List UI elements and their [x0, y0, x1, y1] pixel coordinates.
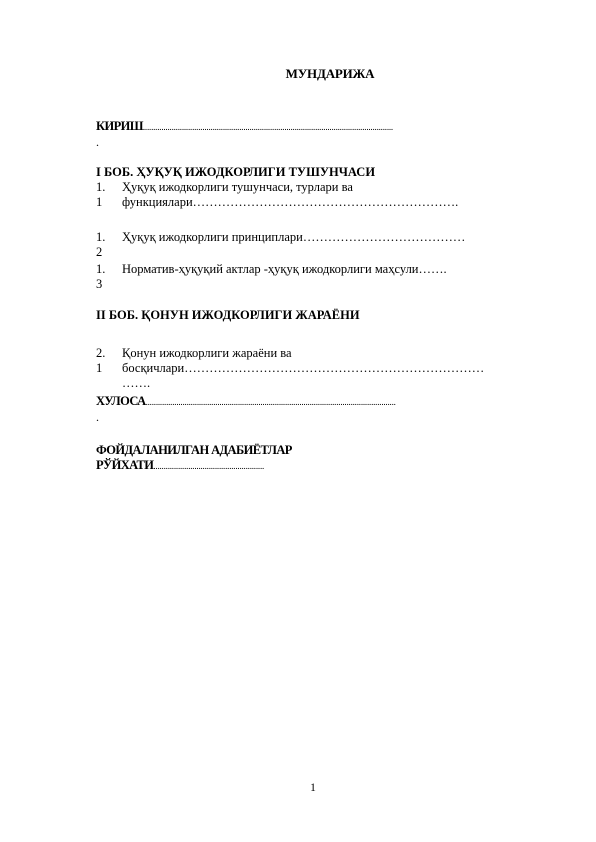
section-title-text: Ҳуқуқ ижодкорлиги тушунчаси, турлари ва функциялари……………………………………………………….: [122, 180, 459, 209]
leader-dots: ..........................................................................................................................: [145, 397, 396, 407]
section-number: [96, 346, 116, 376]
toc-subentry-1-1: [96, 180, 496, 225]
section-number: [96, 230, 116, 260]
section-number: [96, 262, 116, 292]
toc-subentry-1-2: [96, 230, 496, 260]
section-number-line2: 2: [96, 245, 103, 259]
toc-entry-label: КИРИШ: [96, 119, 143, 133]
page-title: МУНДАРИЖА: [285, 66, 375, 81]
section-title: [122, 180, 490, 210]
leader-dots: ..........................................................................................................................: [142, 122, 393, 132]
toc-entry-intro: [96, 119, 491, 149]
section-number-line1: 2.: [96, 346, 106, 360]
section-number-line2: 1: [96, 361, 103, 375]
chapter-heading-1: I БОБ. ҲУҚУҚ ИЖОДКОРЛИГИ ТУШУНЧАСИ: [96, 165, 376, 179]
leader-dots: ......................................................: [153, 461, 265, 471]
section-title: Норматив-ҳуқуқий актлар -ҳуқуқ ижодкорлиги маҳсули…….: [122, 262, 447, 276]
toc-entry-bibliography: [96, 443, 292, 474]
section-number-line2: 3: [96, 277, 103, 291]
chapter-heading-2: II БОБ. ҚОНУН ИЖОДКОРЛИГИ ЖАРАЁНИ: [96, 308, 360, 322]
section-title: Ҳуқуқ ижодкорлиги принциплари…………………………………: [122, 230, 466, 244]
section-number-line1: 1.: [96, 262, 106, 276]
section-title: Қонун ижодкорлиги жараёни ва босқичлари…………………………………………………………………….: [122, 346, 485, 390]
section-number-line2: 1: [96, 195, 103, 209]
section-number-line1: 1.: [96, 230, 106, 244]
toc-entry-label-line2: РЎЙХАТИ: [96, 458, 154, 472]
toc-subentry-1-3: [96, 262, 496, 292]
toc-entry-label: ХУЛОСА: [96, 394, 146, 408]
section-number-line1: 1.: [96, 180, 106, 194]
toc-entry-conclusion: [96, 394, 491, 424]
toc-subentry-2-1: [96, 346, 496, 390]
toc-entry-label-line1: ФОЙДАЛАНИЛГАН АДАБИЁТЛАР: [96, 443, 292, 457]
section-number: [96, 180, 116, 210]
page-number: 1: [310, 782, 316, 794]
leader-dots-tail: .: [96, 410, 99, 424]
leader-dots-tail: .: [96, 135, 99, 149]
